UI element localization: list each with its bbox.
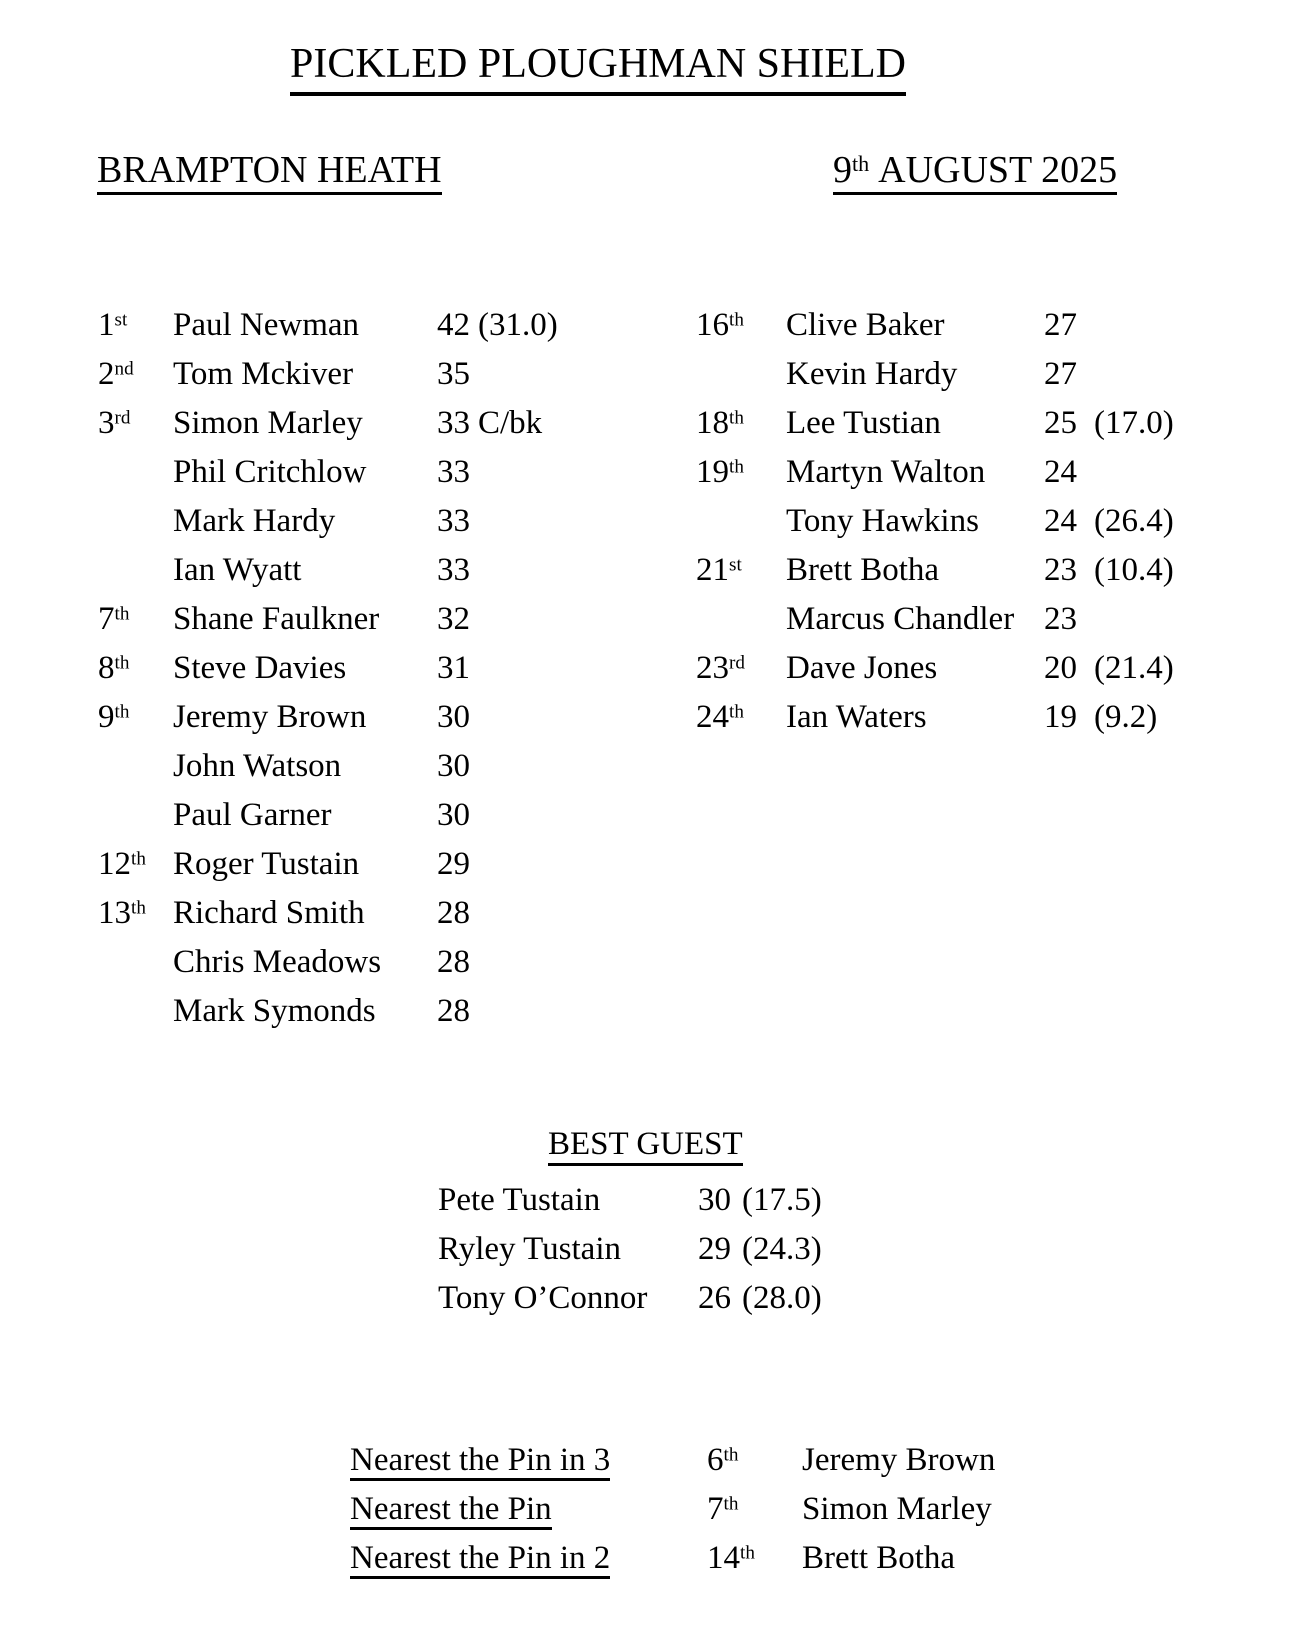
award-label: Nearest the Pin xyxy=(350,1491,552,1530)
position-number: 23 xyxy=(696,650,729,686)
score: 32 xyxy=(437,601,470,637)
award-label-cell xyxy=(350,1436,707,1485)
venue-heading: BRAMPTON HEATH xyxy=(97,148,442,195)
player-name: Lee Tustian xyxy=(786,405,941,441)
position-cell xyxy=(696,644,786,693)
score: 31 xyxy=(437,650,470,686)
position-ordinal: st xyxy=(114,309,128,331)
position-number: 9 xyxy=(98,699,115,735)
score: 29 xyxy=(698,1231,731,1267)
position-ordinal: th xyxy=(114,701,130,723)
player-name: Ian Wyatt xyxy=(173,552,302,588)
player-name: Pete Tustain xyxy=(438,1182,601,1218)
hole-number: 14 xyxy=(707,1540,740,1576)
score: 30 xyxy=(698,1182,731,1218)
score: 33 xyxy=(437,454,470,490)
hole-ordinal: th xyxy=(723,1444,739,1466)
position-cell xyxy=(98,938,173,987)
winner-name: Brett Botha xyxy=(802,1540,956,1576)
results-column-right xyxy=(696,301,1174,742)
date-heading xyxy=(833,148,1117,195)
position-ordinal: th xyxy=(131,848,146,870)
position-ordinal: th xyxy=(729,407,744,429)
score-note: (21.4) xyxy=(1094,650,1174,686)
position-cell xyxy=(98,399,173,448)
player-name: Tom Mckiver xyxy=(173,356,354,392)
score: 33 xyxy=(437,552,470,588)
result-row xyxy=(98,742,558,791)
position-cell xyxy=(696,546,786,595)
player-name: Marcus Chandler xyxy=(786,601,1015,637)
result-row xyxy=(98,840,558,889)
player-name: Tony Hawkins xyxy=(786,503,979,539)
hole-cell xyxy=(707,1485,802,1534)
position-cell xyxy=(98,497,173,546)
date-ordinal: th xyxy=(852,150,870,176)
score: 29 xyxy=(437,846,470,882)
nearest-pin-row xyxy=(350,1436,995,1485)
best-guest-row xyxy=(438,1176,822,1225)
result-row xyxy=(696,301,1174,350)
position-cell xyxy=(98,301,173,350)
result-row xyxy=(696,399,1174,448)
result-row xyxy=(98,644,558,693)
score: 28 xyxy=(437,895,470,931)
hole-number: 7 xyxy=(707,1491,724,1527)
position-number: 18 xyxy=(696,405,729,441)
position-cell xyxy=(98,889,173,938)
result-row xyxy=(98,938,558,987)
score-note: C/bk xyxy=(478,405,543,441)
score: 30 xyxy=(437,797,470,833)
position-cell xyxy=(98,840,173,889)
position-cell xyxy=(98,987,173,1036)
position-cell xyxy=(696,301,786,350)
nearest-pin-list xyxy=(350,1436,995,1583)
position-ordinal: th xyxy=(114,603,130,625)
score: 27 xyxy=(1044,307,1077,343)
score: 24 xyxy=(1044,503,1077,539)
player-name: Ian Waters xyxy=(786,699,927,735)
score: 30 xyxy=(437,699,470,735)
player-name: Kevin Hardy xyxy=(786,356,958,392)
score: 28 xyxy=(437,993,470,1029)
result-row xyxy=(98,987,558,1036)
position-number: 3 xyxy=(98,405,115,441)
position-cell xyxy=(98,644,173,693)
player-name: Shane Faulkner xyxy=(173,601,380,637)
score-note: (31.0) xyxy=(478,307,558,343)
position-ordinal: rd xyxy=(729,652,745,674)
winner-name: Jeremy Brown xyxy=(802,1442,996,1478)
player-name: Dave Jones xyxy=(786,650,938,686)
award-label: Nearest the Pin in 3 xyxy=(350,1442,610,1481)
score: 19 xyxy=(1044,699,1077,735)
player-name: Steve Davies xyxy=(173,650,347,686)
result-row xyxy=(696,350,1174,399)
position-ordinal: th xyxy=(131,897,146,919)
position-number: 24 xyxy=(696,699,729,735)
position-ordinal: th xyxy=(729,701,744,723)
result-row xyxy=(98,399,558,448)
player-name: Phil Critchlow xyxy=(173,454,367,490)
result-row xyxy=(98,301,558,350)
position-cell xyxy=(696,448,786,497)
hole-ordinal: th xyxy=(740,1542,755,1564)
position-cell xyxy=(98,791,173,840)
position-ordinal: st xyxy=(729,554,742,576)
player-name: Chris Meadows xyxy=(173,944,382,980)
position-ordinal: th xyxy=(729,309,744,331)
score-note: (26.4) xyxy=(1094,503,1174,539)
date-day: 9 xyxy=(833,149,852,191)
position-ordinal: rd xyxy=(114,407,131,429)
position-ordinal: th xyxy=(729,456,744,478)
position-cell xyxy=(696,350,786,399)
best-guest-row xyxy=(438,1274,822,1323)
position-cell xyxy=(696,595,786,644)
result-row xyxy=(696,497,1174,546)
score: 28 xyxy=(437,944,470,980)
result-row xyxy=(98,693,558,742)
score-note: (9.2) xyxy=(1094,699,1158,735)
award-label-cell xyxy=(350,1534,707,1583)
result-row xyxy=(98,448,558,497)
position-ordinal: th xyxy=(114,652,130,674)
hole-cell xyxy=(707,1534,802,1583)
results-column-left xyxy=(98,301,558,1036)
result-row xyxy=(696,693,1174,742)
hole-ordinal: th xyxy=(723,1493,739,1515)
player-name: Roger Tustain xyxy=(173,846,360,882)
score: 25 xyxy=(1044,405,1077,441)
score-note: (24.3) xyxy=(742,1231,822,1267)
player-name: Simon Marley xyxy=(173,405,363,441)
position-number: 19 xyxy=(696,454,729,490)
position-cell xyxy=(696,693,786,742)
score: 26 xyxy=(698,1280,731,1316)
date-rest: AUGUST 2025 xyxy=(878,149,1118,191)
position-cell xyxy=(696,497,786,546)
player-name: Jeremy Brown xyxy=(173,699,367,735)
score: 33 xyxy=(437,503,470,539)
player-name: Clive Baker xyxy=(786,307,945,343)
score: 23 xyxy=(1044,552,1077,588)
position-cell xyxy=(98,742,173,791)
position-cell xyxy=(696,399,786,448)
score: 42 xyxy=(437,307,470,343)
player-name: Mark Hardy xyxy=(173,503,336,539)
score: 24 xyxy=(1044,454,1077,490)
award-label: Nearest the Pin in 2 xyxy=(350,1540,610,1579)
hole-cell xyxy=(707,1436,802,1485)
player-name: Ryley Tustain xyxy=(438,1231,621,1267)
position-cell xyxy=(98,595,173,644)
player-name: John Watson xyxy=(173,748,342,784)
best-guest-heading: BEST GUEST xyxy=(548,1126,743,1166)
score: 27 xyxy=(1044,356,1077,392)
result-row xyxy=(696,644,1174,693)
result-row xyxy=(696,546,1174,595)
score: 23 xyxy=(1044,601,1077,637)
score-note: (17.5) xyxy=(742,1182,822,1218)
score: 33 xyxy=(437,405,470,441)
position-number: 7 xyxy=(98,601,115,637)
award-label-cell xyxy=(350,1485,707,1534)
position-cell xyxy=(98,350,173,399)
player-name: Martyn Walton xyxy=(786,454,986,490)
result-row xyxy=(98,595,558,644)
player-name: Tony O’Connor xyxy=(438,1280,648,1316)
score: 20 xyxy=(1044,650,1077,686)
result-row xyxy=(98,791,558,840)
result-row xyxy=(98,889,558,938)
position-number: 2 xyxy=(98,356,115,392)
position-number: 12 xyxy=(98,846,131,882)
position-number: 8 xyxy=(98,650,115,686)
best-guest-list xyxy=(438,1176,822,1323)
player-name: Brett Botha xyxy=(786,552,940,588)
result-row xyxy=(98,546,558,595)
score-note: (28.0) xyxy=(742,1280,822,1316)
result-row xyxy=(696,448,1174,497)
player-name: Paul Garner xyxy=(173,797,332,833)
position-number: 1 xyxy=(98,307,115,343)
score: 30 xyxy=(437,748,470,784)
position-cell xyxy=(98,546,173,595)
best-guest-row xyxy=(438,1225,822,1274)
position-number: 21 xyxy=(696,552,729,588)
position-cell xyxy=(98,448,173,497)
result-row xyxy=(98,497,558,546)
player-name: Paul Newman xyxy=(173,307,360,343)
winner-name: Simon Marley xyxy=(802,1491,992,1527)
player-name: Mark Symonds xyxy=(173,993,376,1029)
position-number: 16 xyxy=(696,307,729,343)
score: 35 xyxy=(437,356,470,392)
nearest-pin-row xyxy=(350,1485,995,1534)
player-name: Richard Smith xyxy=(173,895,365,931)
score-note: (17.0) xyxy=(1094,405,1174,441)
score-note: (10.4) xyxy=(1094,552,1174,588)
position-number: 13 xyxy=(98,895,131,931)
hole-number: 6 xyxy=(707,1442,724,1478)
result-row xyxy=(98,350,558,399)
nearest-pin-row xyxy=(350,1534,995,1583)
position-cell xyxy=(98,693,173,742)
page-title: PICKLED PLOUGHMAN SHIELD xyxy=(290,40,906,96)
result-row xyxy=(696,595,1174,644)
position-ordinal: nd xyxy=(114,358,134,380)
